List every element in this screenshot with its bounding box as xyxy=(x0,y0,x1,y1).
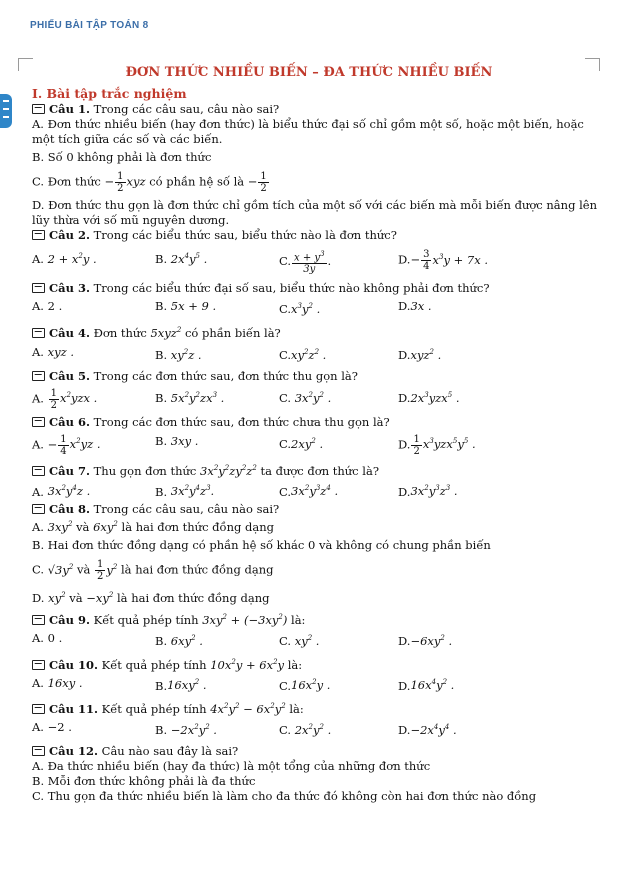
folder-icon xyxy=(32,746,45,756)
q3-options: A. 2 . B. 5x + 9 . $C.x^3y^2$ . D.3x . xyxy=(32,299,432,317)
folder-icon xyxy=(32,660,45,670)
section-heading: I. Bài tập trắc nghiệm xyxy=(32,86,187,101)
question-4: Câu 4. Đơn thức 5xyz$^2$ có phần biến là? xyxy=(32,323,600,341)
q12-option-b: B. Mỗi đơn thức không phải là đa thức xyxy=(32,774,256,789)
folder-icon xyxy=(32,615,45,625)
folder-icon xyxy=(32,283,45,293)
question-list xyxy=(32,102,600,804)
folder-icon xyxy=(32,328,45,338)
folder-icon xyxy=(32,230,45,240)
q8-option-d: D. $xy^2$ và $-xy^2$ là hai đơn thức đồng dạng xyxy=(32,591,270,606)
q6-options: A. − $\frac{1}{4}$ $x^2yz$ . B. 3xy . $C.2xy^2$ . D. $\frac{1}{2}$ $x^3yzx^5y^5$ . xyxy=(32,433,476,457)
question-10: Câu 10. Kết quả phép tính $10x^2y + 6x^2y$ là: xyxy=(32,655,600,673)
q11-options: A. −2 . B. $-2x^2y^2$ . C. $2x^2y^2$ . $D.-2x^4y^4$ . xyxy=(32,720,457,738)
question-7: Câu 7. Thu gọn đơn thức $3x^2y^2zy^2z^2$ ta được đơn thức là? xyxy=(32,461,600,479)
page-title: ĐƠN THỨC NHIỀU BIẾN – ĐA THỨC NHIỀU BIẾN xyxy=(125,65,493,80)
folder-icon xyxy=(32,466,45,476)
list-bar-icon xyxy=(0,94,12,128)
q9-options: A. 0 . B. $6xy^2$ . C. $xy^2$ . $D.-6xy^2$ . xyxy=(32,630,453,648)
q5-options: A. $\frac{1}{2}$ $x^2yzx$ . B. $5x^2y^2zx^3$ . C. $3x^2y^2$ . $D.2x^3yzx^5$ . xyxy=(32,387,460,411)
q12-option-c: C. Thu gọn đa thức nhiều biến là làm cho đa thức đó không còn hai đơn thức nào đồng xyxy=(32,789,537,804)
q1-option-b: B. Số 0 không phải là đơn thức xyxy=(32,150,212,164)
question-8: Câu 8. Trong các câu sau, câu nào sai? xyxy=(32,502,600,517)
page-header: PHIẾU BÀI TẬP TOÁN 8 xyxy=(30,20,149,31)
q1-option-d: D. Đơn thức thu gọn là đơn thức chỉ gồm tích của một số với các biến mà mỗi biến được nâng lên lũy thừa với số mũ nguyên dương. xyxy=(32,198,597,227)
question-11: Câu 11. Kết quả phép tính $4x^2y^2 - 6x^2y^2$ là: xyxy=(32,699,600,717)
q12-option-a: A. Đa thức nhiều biến (hay đa thức) là một tổng của những đơn thức xyxy=(32,759,431,774)
q8-option-a: A. $3xy^2$ và $6xy^2$ là hai đơn thức đồng dạng xyxy=(32,520,274,535)
q2-options: A. $2 + x^2y$ . B. $2x^4y^5$ . C. $\frac{x + y^3}{3y}$ . D.− $\frac{3}{4}$ $x^3y + 7x$ . xyxy=(32,249,489,276)
question-3: Câu 3. Trong các biểu thức đại số sau, biểu thức nào không phải đơn thức? xyxy=(32,281,600,296)
question-2: Câu 2. Trong các biểu thức sau, biểu thức nào là đơn thức? xyxy=(32,228,600,243)
q1-option-a: A. Đơn thức nhiều biến (hay đơn thức) là biểu thức đại số chỉ gồm một số, hoặc một biến, hoặc một tích giữa các số và các biến. xyxy=(32,117,584,146)
folder-icon xyxy=(32,704,45,714)
q8-option-b: B. Hai đơn thức đồng dạng có phần hệ số khác 0 và không có chung phần biến xyxy=(32,538,491,553)
question-5: Câu 5. Trong các đơn thức sau, đơn thức thu gọn là? xyxy=(32,369,600,384)
q8-option-c: C. $√3y^2$ và $\frac{1}{2}$ $y^2$ là hai đơn thức đồng dạng xyxy=(32,559,274,583)
folder-icon xyxy=(32,104,45,114)
q7-options: A. $3x^2y^4z$ . B. $3x^2y^4z^3$. $C.3x^2y^3z^4$ . $D.3x^2y^3z^3$ . xyxy=(32,484,458,499)
q4-options: A. xyz . B. $xy^2z$ . $C.xy^2z^2$ . D.xyz$^2$ . xyxy=(32,344,442,362)
question-12: Câu 12. Câu nào sau đây là sai? xyxy=(32,744,600,759)
folder-icon xyxy=(32,417,45,427)
folder-icon xyxy=(32,371,45,381)
q10-options: A. 16xy . $B.16xy^2$ . $C.16x^2y$ . $D.16x^4y^2$ . xyxy=(32,675,455,693)
question-1: Câu 1. Trong các câu sau, câu nào sai? xyxy=(32,102,600,117)
question-6: Câu 6. Trong các đơn thức sau, đơn thức chưa thu gọn là? xyxy=(32,415,600,430)
question-9: Câu 9. Kết quả phép tính $3xy^2 + (-3xy^2)$ là: xyxy=(32,610,600,628)
q1-option-c: C. Đơn thức − $\frac{1}{2}$ xyz có phần hệ số là − $\frac{1}{2}$ xyxy=(32,171,267,194)
folder-icon xyxy=(32,504,45,514)
